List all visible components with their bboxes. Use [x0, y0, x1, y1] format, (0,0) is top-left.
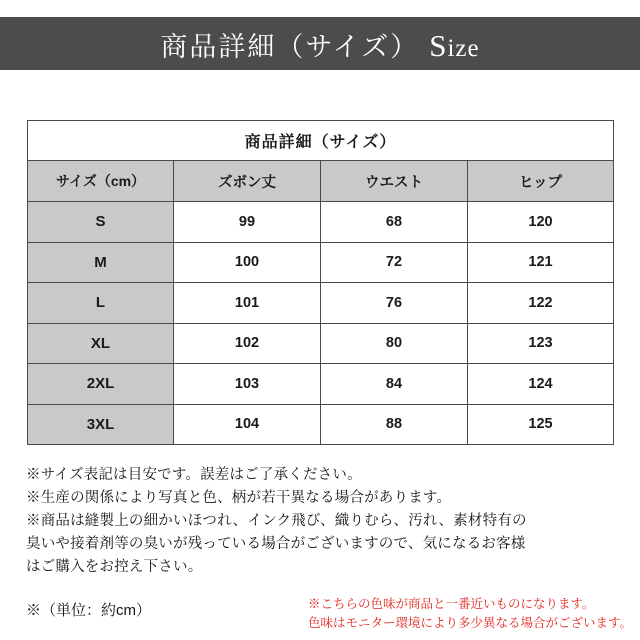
size-table-container — [27, 120, 613, 445]
cell-hip: 123 — [468, 323, 614, 364]
cell-waist: 84 — [321, 364, 468, 405]
cell-size: L — [28, 283, 174, 324]
cell-size: 3XL — [28, 404, 174, 445]
cell-length: 100 — [174, 242, 321, 283]
header-title-english-rest: ize — [447, 35, 480, 62]
table-row — [28, 202, 614, 243]
page-footer — [0, 591, 640, 640]
header-title-english-capital: S — [429, 28, 448, 63]
cell-length: 102 — [174, 323, 321, 364]
column-header-hip: ヒップ — [468, 161, 614, 202]
note-line: 臭いや接着剤等の臭いが残っている場合がございますので、気になるお客様 — [26, 536, 526, 552]
column-header-length: ズボン丈 — [174, 161, 321, 202]
cell-length: 104 — [174, 404, 321, 445]
header-title-group — [160, 25, 479, 64]
table-caption: 商品詳細（サイズ） — [28, 121, 614, 161]
cell-hip: 120 — [468, 202, 614, 243]
cell-size: M — [28, 242, 174, 283]
table-row — [28, 364, 614, 405]
note-line: ※サイズ表記は目安です。誤差はご了承ください。 — [26, 467, 362, 483]
cell-waist: 72 — [321, 242, 468, 283]
note-line: はご購入をお控え下さい。 — [26, 559, 203, 575]
color-disclaimer — [308, 595, 632, 633]
color-disclaimer-line-2: 色味はモニター環境により多少異なる場合がございます。 — [307, 616, 632, 630]
column-header-size: サイズ（cm） — [28, 161, 174, 202]
cell-size: S — [28, 202, 174, 243]
table-row — [28, 323, 614, 364]
table-caption-row — [28, 121, 614, 161]
cell-size: 2XL — [28, 364, 174, 405]
table-row — [28, 404, 614, 445]
size-table — [27, 120, 614, 445]
cell-length: 99 — [174, 202, 321, 243]
unit-note: ※（単位：約cm） — [26, 602, 151, 619]
table-row — [28, 242, 614, 283]
cell-length: 101 — [174, 283, 321, 324]
table-row — [28, 283, 614, 324]
note-line: ※生産の関係により写真と色、柄が若干異なる場合があります。 — [26, 490, 452, 506]
table-header-row — [28, 161, 614, 202]
color-disclaimer-line-1: ※こちらの色味が商品と一番近いものになります。 — [307, 597, 595, 611]
cell-waist: 68 — [321, 202, 468, 243]
cell-hip: 125 — [468, 404, 614, 445]
cell-waist: 76 — [321, 283, 468, 324]
note-line: ※商品は縫製上の細かいほつれ、インク飛び、織りむら、汚れ、素材特有の — [26, 513, 527, 529]
page-header-banner — [0, 17, 640, 70]
header-title-japanese: 商品詳細（サイズ） — [160, 32, 420, 62]
cell-hip: 121 — [468, 242, 614, 283]
notes-block — [26, 464, 626, 579]
cell-length: 103 — [174, 364, 321, 405]
header-title-english — [429, 28, 479, 64]
column-header-waist: ウエスト — [321, 161, 468, 202]
cell-size: XL — [28, 323, 174, 364]
cell-waist: 88 — [321, 404, 468, 445]
cell-hip: 124 — [468, 364, 614, 405]
cell-waist: 80 — [321, 323, 468, 364]
cell-hip: 122 — [468, 283, 614, 324]
